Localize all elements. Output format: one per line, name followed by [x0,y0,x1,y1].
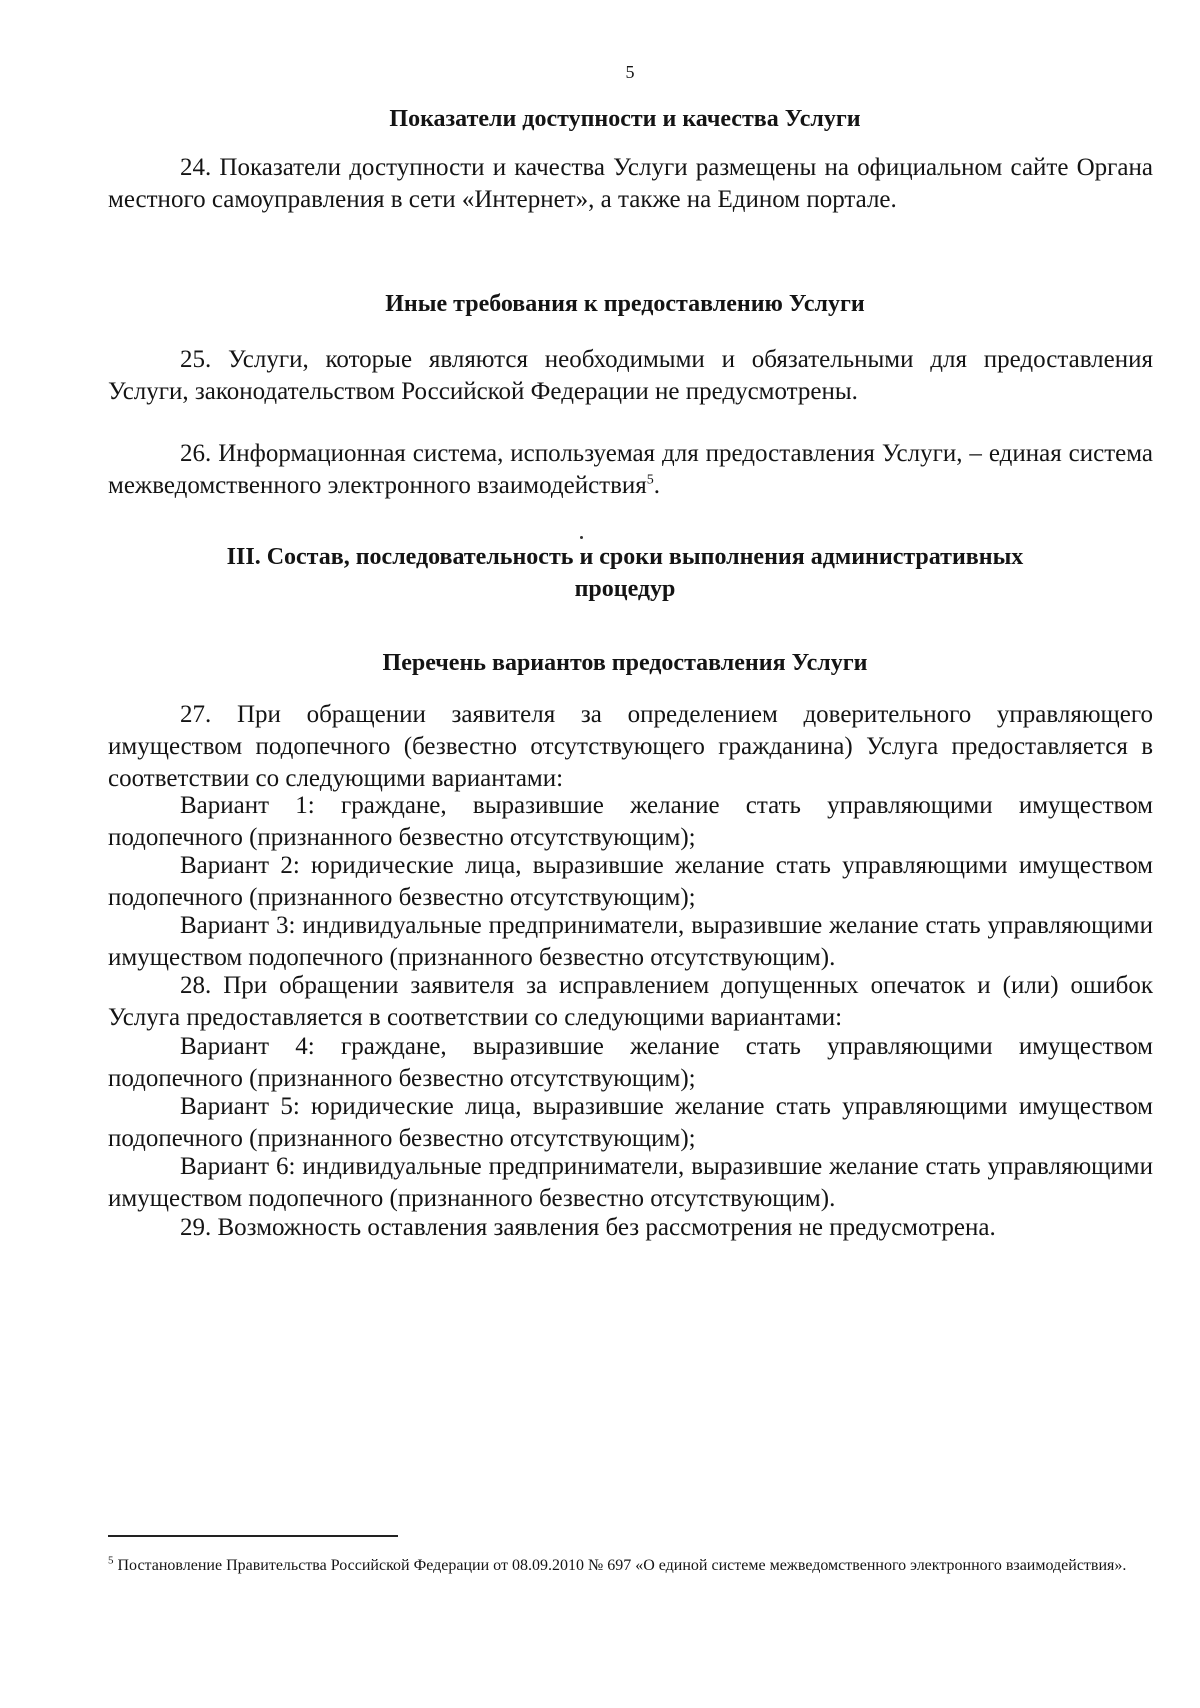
paragraph-26 [108,438,1153,502]
paragraph-26-text: 26. Информационная система, используемая для предоставления Услуги, – единая система межведомственного электронного взаимодействия [108,440,1153,499]
paragraph-26-end: . [653,472,661,499]
paragraph-25: 25. Услуги, которые являются необходимыми и обязательными для предоставления Услуги, законодательством Российской Федерации не предусмотрены. [108,346,1153,405]
page-number: 5 [625,62,635,82]
variant-3: Вариант 3: индивидуальные предприниматели, выразившие желание стать управляющими имуществом подопечного (признанного безвестно отсутствующим). [108,912,1153,971]
variant-5: Вариант 5: юридические лица, выразившие желание стать управляющими имуществом подопечного (признанного безвестно отсутствующим); [108,1093,1153,1152]
footnote-number: 5 [108,1554,114,1567]
footnote-separator [108,1535,398,1537]
variant-6: Вариант 6: индивидуальные предприниматели, выразившие желание стать управляющими имуществом подопечного (признанного безвестно отсутствующим). [108,1153,1153,1212]
footnote-reference: 5 [646,472,654,488]
paragraph-24: 24. Показатели доступности и качества Услуги размещены на официальном сайте Органа местного самоуправления в сети «Интернет», а также на Едином портале. [108,154,1153,213]
section-heading-accessibility: Показатели доступности и качества Услуги [389,106,861,132]
chapter-heading-line2: процедур [574,576,676,602]
chapter-heading-line1: III. Состав, последовательность и сроки выполнения административных [226,544,1024,570]
paragraph-29: 29. Возможность оставления заявления без рассмотрения не предусмотрена. [180,1214,996,1241]
variant-2: Вариант 2: юридические лица, выразившие желание стать управляющими имуществом подопечного (признанного безвестно отсутствующим); [108,852,1153,911]
section-heading-variants: Перечень вариантов предоставления Услуги [382,650,868,676]
section-heading-other-requirements: Иные требования к предоставлению Услуги [385,291,865,317]
scan-speck [580,536,583,539]
footnote-text: Постановление Правительства Российской Федерации от 08.09.2010 № 697 «О единой системе межведомственного электронного взаимодействия». [113,1557,1127,1574]
variant-1: Вариант 1: граждане, выразившие желание стать управляющими имуществом подопечного (признанного безвестно отсутствующим); [108,792,1153,851]
paragraph-27: 27. При обращении заявителя за определением доверительного управляющего имуществом подопечного (безвестно отсутствующего гражданина) Услуга предоставляется в соответствии со следующими вариантами: [108,701,1153,792]
paragraph-28: 28. При обращении заявителя за исправлением допущенных опечаток и (или) ошибок Услуга предоставляется в соответствии со следующими вариантами: [108,972,1153,1031]
footnote [108,1552,1153,1580]
variant-4: Вариант 4: граждане, выразившие желание стать управляющими имуществом подопечного (признанного безвестно отсутствующим); [108,1033,1153,1092]
